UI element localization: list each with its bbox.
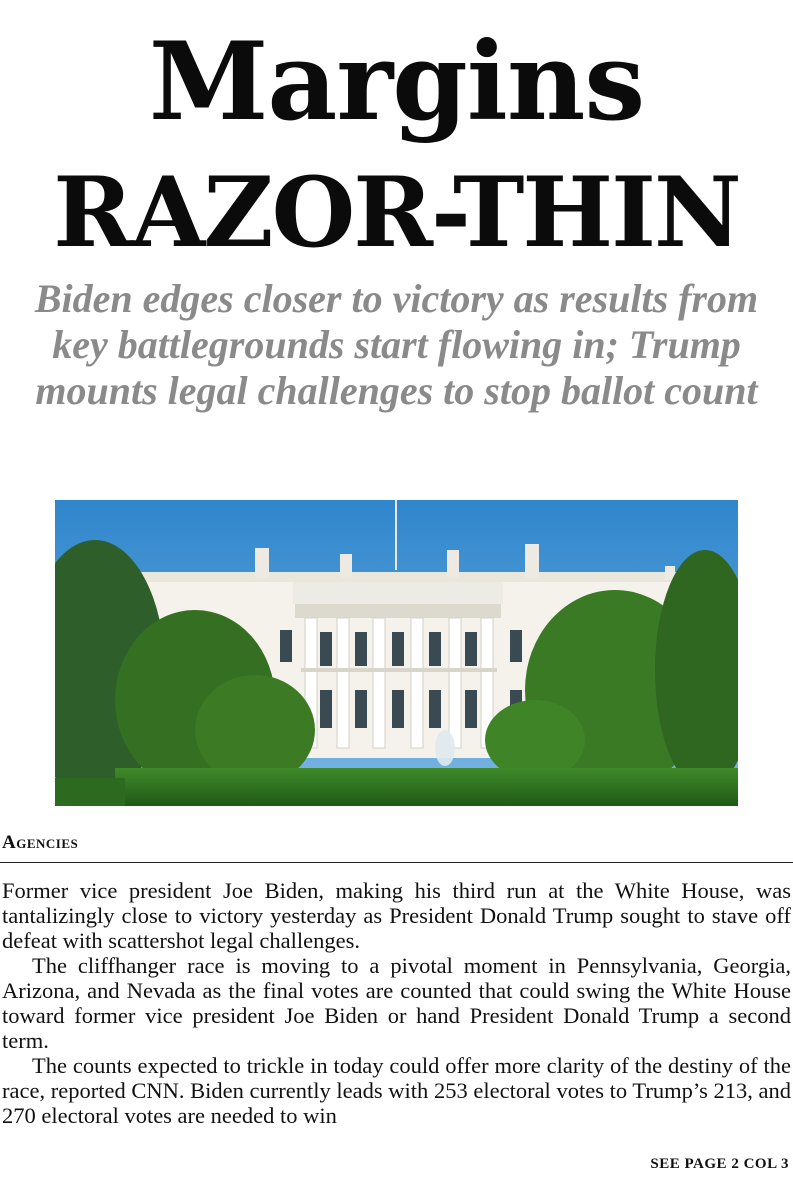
body-paragraph: Former vice president Joe Biden, making his third run at the White House, was tantalizingly close to victory yesterday as President Donald Trump sought to stave off defeat with scattershot legal challenges. [2, 878, 791, 953]
body-paragraph: The cliffhanger race is moving to a pivotal moment in Pennsylvania, Georgia, Arizona, and Nevada as the final votes are counted that could swing the White House toward former vice president Joe Biden or hand President Donald Trump a second term. [2, 953, 791, 1053]
byline: Agencies [2, 832, 79, 853]
divider [0, 862, 793, 863]
article-body [2, 878, 791, 1128]
headline-line-2: RAZOR-THIN [53, 156, 740, 269]
deck-subheadline: Biden edges closer to victory as results from key battlegrounds start flowing in; Trump mounts legal challenges to stop ballot count [34, 276, 759, 413]
headline-line-1: Margins [148, 19, 645, 145]
continued-jump: SEE PAGE 2 COL 3 [650, 1156, 789, 1172]
white-house-photo [55, 500, 738, 806]
body-paragraph: The counts expected to trickle in today could offer more clarity of the destiny of the race, reported CNN. Biden currently leads with 253 electoral votes to Trump’s 213, and 270 electoral votes are needed to win [2, 1053, 791, 1128]
